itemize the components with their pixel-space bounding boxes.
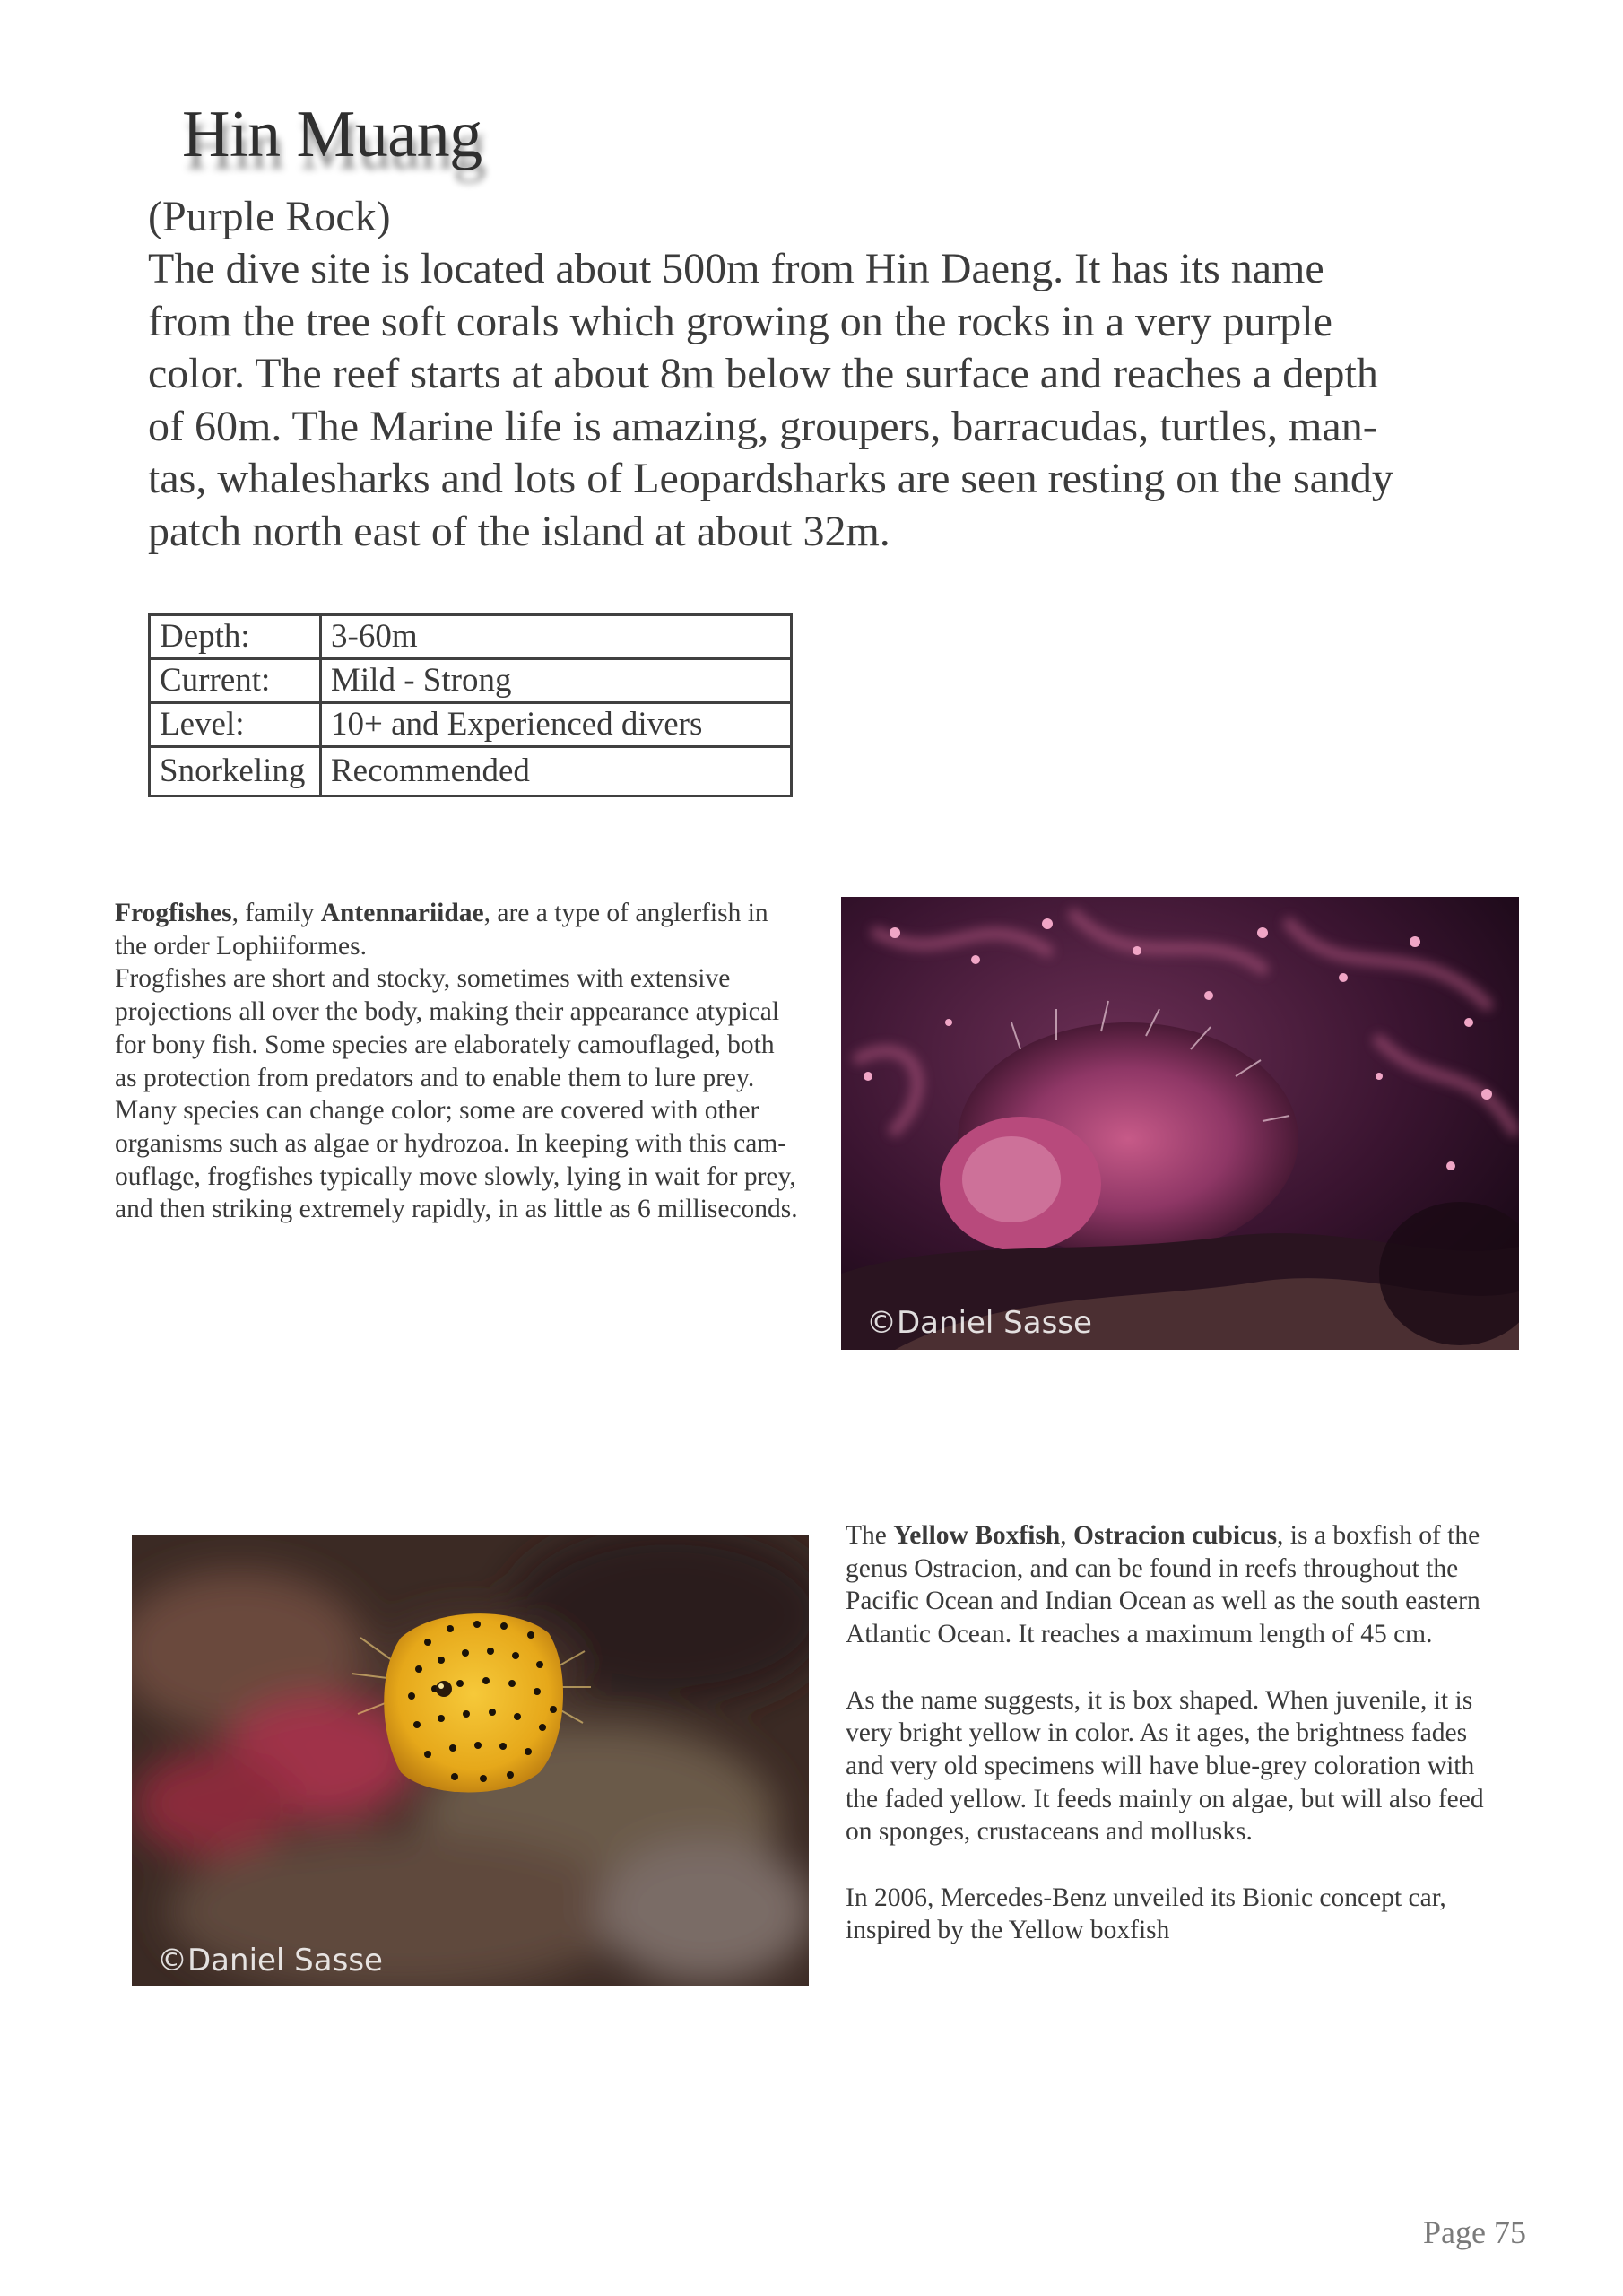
frogfish-family: Antennariidae	[320, 899, 484, 927]
text-line: as protection from predators and to enable them to lure prey.	[115, 1063, 755, 1092]
fact-value: 10+ and Experienced divers	[321, 703, 792, 747]
page-title: Hin Muang	[182, 98, 482, 171]
text-line: very bright yellow in color. As it ages, the brightness fades	[846, 1718, 1468, 1748]
text-line: projections all over the body, making their appearance atypical	[115, 997, 780, 1027]
yellow-boxfish-photo	[132, 1535, 809, 1986]
intro-line: The dive site is located about 500m from Hin Daeng. It has its name	[148, 245, 1324, 292]
text-line: As the name suggests, it is box shaped. When juvenile, it is	[846, 1685, 1473, 1715]
boxfish-paragraph	[846, 1882, 1527, 1947]
text-fragment: , is a boxfish of the	[1277, 1521, 1480, 1550]
intro-line: patch north east of the island at about 32m.	[148, 507, 890, 555]
frogfish-description	[115, 897, 832, 1226]
fact-label: Level:	[150, 703, 321, 747]
text-line: on sponges, crustaceans and mollusks.	[846, 1817, 1253, 1847]
fact-value: Mild - Strong	[321, 659, 792, 703]
boxfish-paragraph	[846, 1684, 1527, 1849]
fact-label: Depth:	[150, 615, 321, 659]
table-row	[150, 747, 792, 796]
photo-credit: ©Daniel Sasse	[157, 1943, 383, 1979]
frogfish-name: Frogfishes	[115, 899, 232, 927]
intro-line: from the tree soft corals which growing on the rocks in a very purple	[148, 297, 1332, 345]
text-line: and very old specimens will have blue-grey coloration with	[846, 1751, 1475, 1780]
boxfish-name: Yellow Boxfish	[893, 1521, 1061, 1550]
boxfish-paragraph	[846, 1519, 1527, 1651]
text-line: the order Lophiiformes.	[115, 931, 367, 961]
boxfish-species: Ostracion cubicus	[1073, 1521, 1278, 1550]
table-row	[150, 659, 792, 703]
text-line: Pacific Ocean and Indian Ocean as well as the south eastern	[846, 1587, 1480, 1616]
text-fragment: ,	[1060, 1521, 1074, 1550]
text-line: In 2006, Mercedes-Benz unveiled its Bionic concept car,	[846, 1883, 1446, 1912]
text-fragment: , are a type of anglerfish in	[483, 899, 768, 927]
fact-label: Current:	[150, 659, 321, 703]
dive-facts-table	[148, 613, 793, 797]
text-line: ouflage, frogfishes typically move slowly, lying in wait for prey,	[115, 1161, 796, 1191]
boxfish-description	[846, 1519, 1527, 1947]
page-subtitle: (Purple Rock)	[148, 193, 391, 240]
page-number: Page 75	[1423, 2214, 1526, 2250]
frogfish-paragraph	[115, 897, 832, 1226]
table-row	[150, 615, 792, 659]
intro-paragraph	[148, 243, 1466, 558]
intro-line: of 60m. The Marine life is amazing, groupers, barracudas, turtles, man-	[148, 402, 1377, 450]
text-line: inspired by the Yellow boxfish	[846, 1916, 1170, 1945]
photo-credit: ©Daniel Sasse	[866, 1305, 1092, 1341]
intro-line: tas, whalesharks and lots of Leopardsharks are seen resting on the sandy	[148, 455, 1393, 502]
table-row	[150, 703, 792, 747]
text-line: for bony fish. Some species are elaborately camouflaged, both	[115, 1030, 775, 1059]
frogfish-photo	[841, 897, 1519, 1350]
text-line: genus Ostracion, and can be found in reefs throughout the	[846, 1553, 1459, 1583]
fact-value: 3-60m	[321, 615, 792, 659]
text-line: organisms such as algae or hydrozoa. In keeping with this cam-	[115, 1128, 787, 1158]
text-line: Many species can change color; some are covered with other	[115, 1096, 759, 1126]
intro-line: color. The reef starts at about 8m below the surface and reaches a depth	[148, 350, 1378, 397]
text-line: Frogfishes are short and stocky, sometimes with extensive	[115, 964, 731, 994]
text-line: the faded yellow. It feeds mainly on algae, but will also feed	[846, 1784, 1484, 1813]
fact-label: Snorkeling	[150, 747, 321, 796]
fact-value: Recommended	[321, 747, 792, 796]
text-line: Atlantic Ocean. It reaches a maximum length of 45 cm.	[846, 1620, 1433, 1649]
text-fragment: The	[846, 1521, 894, 1550]
text-fragment: , family	[231, 899, 321, 927]
text-line: and then striking extremely rapidly, in as little as 6 milliseconds.	[115, 1195, 798, 1224]
